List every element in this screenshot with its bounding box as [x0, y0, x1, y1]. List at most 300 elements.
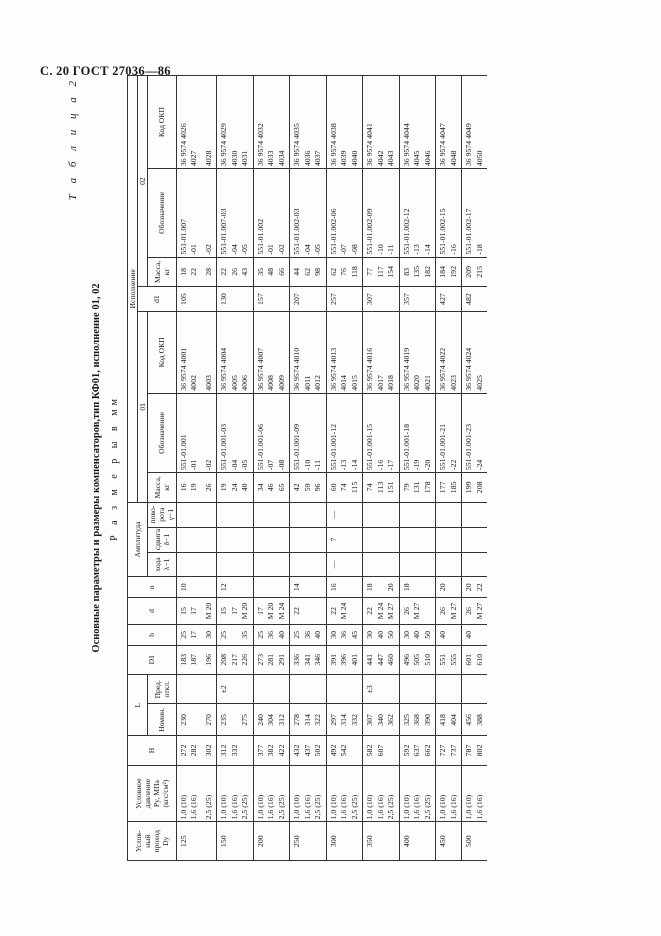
- cell-line: 418: [437, 714, 447, 726]
- cell-line: 551-01.002: [255, 218, 265, 255]
- cell-designation-01: [362, 393, 399, 472]
- cell-line: 96: [312, 483, 322, 492]
- cell-line: -11: [385, 244, 395, 255]
- cell-line: 26: [229, 267, 239, 276]
- cell-line: 44: [291, 267, 301, 276]
- cell-line: 40: [239, 483, 249, 492]
- cell-okp-02: [216, 76, 253, 169]
- cell-line: 62: [328, 267, 338, 276]
- cell-line: 1,6 (16): [474, 794, 484, 820]
- cell-line: 19: [218, 483, 228, 492]
- cell-line: 10: [178, 583, 188, 592]
- cell-designation-02: [176, 169, 202, 257]
- cell-line: 270: [203, 714, 213, 726]
- cell-line: -13: [338, 459, 348, 471]
- cell-line: 272: [178, 744, 188, 757]
- cell-line: 22: [474, 583, 484, 592]
- cell-line: 196: [203, 653, 213, 666]
- cell-pressure: [201, 765, 216, 822]
- cell-line: 199: [463, 481, 473, 494]
- cell-line: 368: [411, 714, 421, 726]
- cell-line: 340: [375, 714, 385, 726]
- cell-line: 184: [437, 266, 447, 278]
- table-row: [253, 76, 290, 861]
- cell-dy: 200: [253, 822, 290, 861]
- cell-amp-hod: [362, 552, 399, 577]
- cell-h: [461, 736, 487, 765]
- cell-n: [201, 577, 216, 597]
- cell-amp-hod: [216, 552, 253, 577]
- header-designation-01: Обозначение: [147, 393, 175, 472]
- cell-d1-small: [253, 287, 290, 312]
- cell-d: [362, 597, 399, 624]
- cell-line: 36 9574 4032: [255, 123, 265, 167]
- cell-line: 551-01.001-18: [401, 423, 411, 471]
- cell-d1-small: [176, 287, 202, 312]
- cell-line: [229, 706, 240, 735]
- cell-line: 154: [385, 266, 395, 278]
- cell-line: 441: [364, 653, 374, 666]
- cell-line: 40: [375, 630, 385, 639]
- cell-line: 62: [302, 267, 312, 276]
- cell-mass-01: [399, 473, 436, 502]
- cell-mass-01: [362, 473, 399, 502]
- cell-designation-01: [461, 393, 487, 472]
- cell-okp-01: [176, 312, 202, 394]
- cell-okp-01: [201, 312, 216, 394]
- cell-line: 2,5 (25): [349, 794, 359, 820]
- table-caption: Основные параметры и размеры компенсаторов,тип КФ01, исполнение 01, 02: [90, 283, 102, 653]
- cell-line: [375, 578, 386, 595]
- cell-pressure: [216, 765, 253, 822]
- cell-line: 18: [178, 267, 188, 276]
- cell-line: 662: [422, 744, 432, 757]
- cell-line: 25: [178, 630, 188, 639]
- cell-line: 1,0 (10): [218, 794, 228, 820]
- cell-line: 40: [437, 630, 447, 639]
- cell-d: [435, 597, 461, 624]
- cell-line: 456: [463, 714, 473, 726]
- cell-pressure: [176, 765, 202, 822]
- cell-okp-01: [326, 312, 363, 394]
- cell-line: 1,6 (16): [448, 794, 458, 820]
- cell-line: -05: [239, 244, 249, 255]
- cell-line: 4017: [375, 375, 385, 391]
- cell-line: 30: [364, 630, 374, 639]
- cell-line: 1,6 (16): [188, 794, 198, 820]
- cell-line: 4042: [375, 150, 385, 167]
- cell-line: 4040: [349, 150, 359, 167]
- cell-h: [216, 736, 253, 765]
- table-row: [461, 76, 487, 861]
- cell-dy: 350: [362, 822, 399, 861]
- cell-line: 30: [328, 630, 338, 639]
- cell-line: 314: [302, 714, 312, 726]
- header-execution: Исполнение: [127, 76, 137, 503]
- cell-line: 17: [188, 607, 198, 615]
- cell-designation-01: [435, 393, 461, 472]
- cell-line: —: [328, 510, 338, 519]
- cell-dy: 125: [176, 822, 202, 861]
- cell-line: 15: [218, 607, 228, 615]
- cell-line: 551-01.001-12: [328, 423, 338, 471]
- cell-line: 610: [474, 653, 484, 666]
- header-l: L: [127, 675, 147, 736]
- cell-d1-flange: [201, 645, 216, 674]
- cell-line: 291: [276, 653, 286, 666]
- cell-line: 505: [411, 653, 421, 666]
- cell-line: 66: [276, 267, 286, 276]
- cell-line: 282: [188, 744, 198, 757]
- cell-line: 28: [203, 267, 213, 276]
- cell-line: 551-01.002-03: [291, 208, 301, 255]
- table-row: [176, 76, 202, 861]
- cell-line: 30: [203, 630, 213, 639]
- cell-okp-02: [201, 76, 216, 169]
- cell-line: 551-01.002-15: [437, 208, 447, 255]
- cell-line: 151: [385, 481, 395, 494]
- cell-pressure: [435, 765, 461, 822]
- cell-line: 36 9574 4022: [437, 347, 447, 391]
- cell-line: 4020: [411, 375, 421, 391]
- cell-dy: 500: [461, 822, 487, 861]
- cell-line: 36 9574 4038: [328, 123, 338, 167]
- cell-d1-flange: [326, 645, 363, 674]
- cell-line: 542: [338, 744, 348, 757]
- cell-d1-flange: [289, 645, 326, 674]
- cell-mass-01: [201, 473, 216, 502]
- cell-mass-02: [253, 257, 290, 286]
- cell-designation-01: [326, 393, 363, 472]
- cell-mass-02: [289, 257, 326, 286]
- header-designation-02: Обозначение: [147, 169, 175, 257]
- header-mass-01: Масса, кг: [147, 473, 175, 502]
- cell-line: 1,0 (10): [328, 794, 338, 820]
- cell-line: 130: [218, 293, 228, 305]
- cell-line: 307: [364, 714, 374, 726]
- cell-line: 314: [338, 714, 348, 726]
- cell-mass-02: [399, 257, 436, 286]
- cell-l-nom: [326, 704, 363, 736]
- cell-line: 2,5 (25): [385, 794, 395, 820]
- cell-amp-hod: [461, 552, 487, 577]
- cell-line: 346: [312, 653, 322, 666]
- cell-line: 12: [218, 583, 228, 592]
- cell-line: 26: [401, 607, 411, 615]
- cell-line: 35: [239, 630, 249, 639]
- cell-mass-01: [176, 473, 202, 502]
- cell-d1-small: [201, 287, 216, 312]
- units-note: Р а з м е р ы в мм: [108, 395, 120, 541]
- cell-line: 215: [474, 266, 484, 278]
- cell-h: [201, 736, 216, 765]
- cell-line: 273: [255, 653, 265, 666]
- cell-line: 26: [437, 607, 447, 615]
- cell-d1-small: [435, 287, 461, 312]
- cell-line: 50: [422, 630, 432, 639]
- cell-h: [289, 736, 326, 765]
- cell-designation-01: [216, 393, 253, 472]
- cell-line: 118: [349, 266, 359, 278]
- cell-b: [362, 625, 399, 645]
- table-row: [362, 76, 399, 861]
- cell-amp-sdv: [253, 527, 290, 552]
- cell-mass-01: [289, 473, 326, 502]
- cell-line: 4011: [302, 375, 312, 391]
- cell-line: 257: [328, 293, 338, 305]
- table-row: [289, 76, 326, 861]
- cell-d1-flange: [362, 645, 399, 674]
- cell-line: 307: [364, 293, 374, 305]
- cell-line: 4030: [229, 150, 239, 167]
- cell-okp-02: [176, 76, 202, 169]
- cell-line: 36: [338, 630, 348, 639]
- cell-line: 36 9574 4004: [218, 347, 228, 391]
- cell-line: 1,0 (10): [463, 794, 473, 820]
- cell-line: 4005: [229, 375, 239, 391]
- cell-line: -22: [448, 459, 458, 471]
- cell-line: 281: [265, 653, 275, 666]
- cell-okp-01: [289, 312, 326, 394]
- cell-line: 22: [364, 607, 374, 615]
- cell-mass-01: [461, 473, 487, 502]
- cell-okp-01: [461, 312, 487, 394]
- cell-line: 592: [401, 744, 411, 757]
- cell-line: 1,6 (16): [411, 794, 421, 820]
- header-h: H: [127, 736, 176, 765]
- cell-d: [326, 597, 363, 624]
- cell-line: 209: [463, 266, 473, 278]
- cell-line: 26: [203, 483, 213, 492]
- cell-line: -02: [203, 459, 213, 471]
- cell-line: —: [328, 560, 338, 569]
- cell-d1-small: [461, 287, 487, 312]
- cell-n: [326, 577, 363, 597]
- cell-line: 4023: [448, 375, 458, 391]
- cell-line: 36 9574 4029: [218, 123, 228, 167]
- cell-designation-01: [399, 393, 436, 472]
- cell-line: 25: [255, 630, 265, 639]
- cell-line: 40: [463, 630, 473, 639]
- cell-line: 34: [255, 483, 265, 492]
- cell-line: -04: [302, 244, 312, 255]
- cell-l-tol: [362, 675, 399, 705]
- cell-line: 482: [463, 293, 473, 305]
- cell-line: 36 9574 4007: [255, 347, 265, 391]
- cell-line: 551-01.001-09: [291, 423, 301, 471]
- cell-line: 46: [265, 483, 275, 492]
- cell-l-tol: [461, 675, 487, 705]
- cell-line: 1,6 (16): [229, 794, 239, 820]
- cell-line: 802: [474, 744, 484, 757]
- cell-line: -05: [239, 459, 249, 471]
- cell-line: 30: [401, 630, 411, 639]
- cell-line: M 20: [265, 602, 275, 620]
- cell-l-tol: [216, 675, 253, 705]
- cell-line: 40: [276, 630, 286, 639]
- cell-okp-02: [362, 76, 399, 169]
- cell-line: 42: [291, 483, 301, 492]
- cell-mass-01: [326, 473, 363, 502]
- cell-line: 362: [385, 714, 395, 726]
- cell-line: 2,5 (25): [203, 794, 213, 820]
- cell-line: 45: [349, 630, 359, 639]
- cell-line: 36 9574 4019: [401, 347, 411, 391]
- cell-okp-02: [326, 76, 363, 169]
- cell-line: 22: [218, 267, 228, 276]
- cell-line: -01: [188, 459, 198, 471]
- cell-line: -07: [338, 244, 348, 255]
- cell-line: 391: [328, 653, 338, 666]
- cell-l-nom: [216, 704, 253, 736]
- cell-line: 4048: [448, 150, 458, 167]
- cell-amp-hod: [253, 552, 290, 577]
- cell-line: -16: [375, 459, 385, 471]
- cell-line: 332: [229, 744, 239, 757]
- cell-b: [461, 625, 487, 645]
- cell-n: [289, 577, 326, 597]
- header-ex02: 02: [137, 76, 147, 287]
- cell-mass-02: [176, 257, 202, 286]
- cell-line: 551-01.002-12: [401, 208, 411, 255]
- cell-line: 297: [328, 714, 338, 726]
- cell-designation-02: [461, 169, 487, 257]
- cell-line: 551-01.001-15: [364, 423, 374, 471]
- cell-line: 115: [349, 481, 359, 494]
- cell-line: 551-01.001: [178, 434, 188, 471]
- cell-line: -04: [229, 459, 239, 471]
- cell-line: 22: [188, 267, 198, 276]
- cell-line: 551-01.001-23: [463, 423, 473, 471]
- cell-line: 192: [448, 266, 458, 278]
- cell-line: 36: [302, 630, 312, 639]
- cell-pressure: [326, 765, 363, 822]
- cell-okp-01: [399, 312, 436, 394]
- cell-designation-02: [216, 169, 253, 257]
- cell-line: 36: [265, 630, 275, 639]
- cell-line: -24: [474, 459, 484, 471]
- cell-dy: 450: [435, 822, 461, 861]
- cell-d1-flange: [253, 645, 290, 674]
- cell-line: 551-01.002-06: [328, 208, 338, 255]
- cell-line: 312: [276, 714, 286, 726]
- cell-line: 1,6 (16): [302, 794, 312, 820]
- cell-line: 135: [411, 266, 421, 278]
- cell-line: 22: [328, 607, 338, 615]
- cell-d1-flange: [216, 645, 253, 674]
- cell-line: 4028: [203, 150, 213, 167]
- cell-line: -02: [203, 244, 213, 255]
- header-l-tol: Пред. откл.: [147, 675, 175, 705]
- cell-line: 2,5 (25): [276, 794, 286, 820]
- cell-amp-hod: [399, 552, 436, 577]
- cell-line: 447: [375, 653, 385, 666]
- cell-line: 1,0 (10): [401, 794, 411, 820]
- table-label: Т а б л и ц а 2: [66, 77, 79, 201]
- cell-dy: 250: [289, 822, 326, 861]
- cell-line: 48: [265, 267, 275, 276]
- cell-line: 36 9574 4016: [364, 347, 374, 391]
- cell-amp-pov: [461, 502, 487, 527]
- cell-designation-02: [399, 169, 436, 257]
- cell-line: 422: [276, 744, 286, 757]
- header-dy: Услов- ный проход Dy: [127, 822, 176, 861]
- cell-line: 377: [255, 744, 265, 757]
- rotated-table-page: [61, 63, 601, 873]
- cell-line: 25: [291, 630, 301, 639]
- cell-line: 240: [255, 714, 265, 726]
- cell-line: 4012: [312, 375, 322, 391]
- cell-amp-sdv: [435, 527, 461, 552]
- cell-l-tol: [289, 675, 326, 705]
- cell-line: 36 9574 4041: [364, 123, 374, 167]
- cell-line: 637: [411, 744, 421, 757]
- cell-line: 1,0 (10): [291, 794, 301, 820]
- cell-line: 83: [401, 267, 411, 276]
- cell-line: -18: [474, 244, 484, 255]
- cell-line: 737: [448, 744, 458, 757]
- cell-line: 98: [312, 267, 322, 276]
- cell-n: [253, 577, 290, 597]
- cell-line: 235: [218, 714, 228, 726]
- cell-line: 60: [328, 483, 338, 492]
- cell-line: 302: [203, 744, 213, 757]
- cell-line: 43: [239, 267, 249, 276]
- cell-line: 601: [463, 653, 473, 666]
- cell-b: [435, 625, 461, 645]
- cell-d: [176, 597, 202, 624]
- cell-okp-02: [289, 76, 326, 169]
- cell-line: 208: [474, 481, 484, 494]
- cell-line: 2,5 (25): [422, 794, 432, 820]
- cell-d1-small: [289, 287, 326, 312]
- cell-mass-02: [201, 257, 216, 286]
- table-header: [127, 76, 176, 861]
- cell-b: [176, 625, 202, 645]
- cell-line: 36 9574 4026: [178, 123, 188, 167]
- cell-line: 551-01.001-21: [437, 423, 447, 471]
- cell-line: ±3: [364, 685, 374, 694]
- cell-amp-sdv: [201, 527, 216, 552]
- cell-line: 22: [291, 607, 301, 615]
- cell-line: 551-01.002-09: [364, 208, 374, 255]
- cell-l-nom: [435, 704, 461, 736]
- table-row: [399, 76, 436, 861]
- cell-l-tol: [435, 675, 461, 705]
- cell-line: 105: [178, 293, 188, 305]
- cell-line: M 27: [448, 602, 458, 620]
- cell-line: 551-01.001-03: [218, 423, 228, 471]
- header-l-nom: Номин.: [147, 704, 175, 736]
- header-okp-01: Код ОКП: [147, 312, 175, 394]
- header-d: d: [127, 597, 176, 624]
- parameters-table: [127, 75, 487, 861]
- cell-line: 79: [401, 483, 411, 492]
- cell-line: 217: [229, 653, 239, 666]
- cell-line: 4027: [188, 150, 198, 167]
- cell-amp-hod: [435, 552, 461, 577]
- cell-line: 65: [276, 483, 286, 492]
- cell-line: M 24: [375, 602, 385, 620]
- cell-line: 4039: [338, 150, 348, 167]
- cell-b: [326, 625, 363, 645]
- cell-line: 787: [463, 744, 473, 757]
- cell-line: 1,0 (10): [178, 794, 188, 820]
- cell-dy: 300: [326, 822, 363, 861]
- cell-line: 4034: [276, 150, 286, 167]
- cell-line: 36 9574 4044: [401, 123, 411, 167]
- cell-line: 187: [188, 653, 198, 666]
